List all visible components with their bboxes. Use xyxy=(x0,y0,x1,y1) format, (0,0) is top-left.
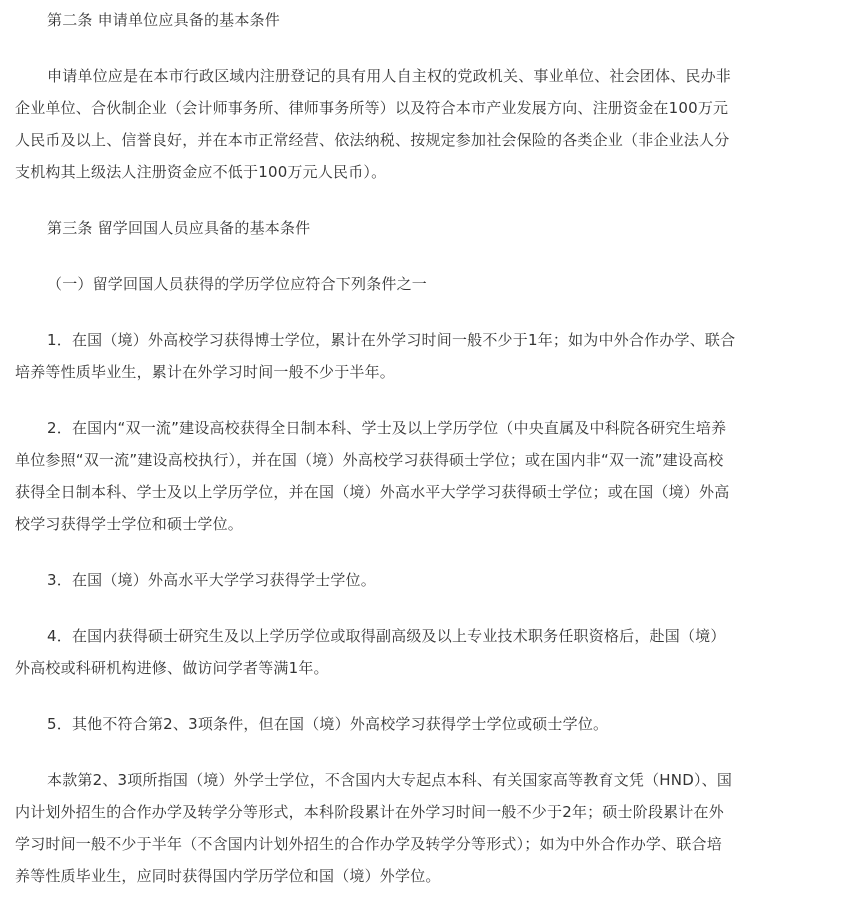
section-heading: （一）留学回国人员获得的学历学位应符合下列条件之一 xyxy=(47,275,428,293)
paragraph-gap xyxy=(15,36,862,60)
list-item: 5．其他不符合第2、3项条件，但在国（境）外高校学习获得学士学位或硕士学位。 xyxy=(47,715,609,733)
paragraph-gap xyxy=(15,388,862,412)
paragraph-gap xyxy=(15,300,862,324)
paragraph: 本款第2、3项所指国（境）外学士学位，不含国内大专起点本科、有关国家高等教育文凭（HND）、国内计划外招生的合作办学及转学分等形式，本科阶段累计在外学习时间一般不少于2年；硕士阶段累计在外学习时间一般不少于半年（不含国内计划外招生的合作办学及转学分等形式）；如为中外合作办学、联合培养等性质毕业生，应同时获得国内学历学位和国（境）外学位。 xyxy=(15,771,733,885)
paragraph-gap xyxy=(15,596,862,620)
list-item: 2．在国内“双一流”建设高校获得全日制本科、学士及以上学历学位（中央直属及中科院各研究生培养单位参照“双一流”建设高校执行），并在国（境）外高校学习获得硕士学位；或在国内非“双一流”建设高校获得全日制本科、学士及以上学历学位，并在国（境）外高水平大学学习获得硕士学位；或在国（境）外高校学习获得学士学位和硕士学位。 xyxy=(15,419,730,533)
list-item: 1．在国（境）外高校学习获得博士学位，累计在外学习时间一般不少于1年；如为中外合作办学、联合培养等性质毕业生，累计在外学习时间一般不少于半年。 xyxy=(15,331,736,381)
paragraph: 申请单位应是在本市行政区域内注册登记的具有用人自主权的党政机关、事业单位、社会团体、民办非企业单位、合伙制企业（会计师事务所、律师事务所等）以及符合本市产业发展方向、注册资金在100万元人民币及以上、信誉良好，并在本市正常经营、依法纳税、按规定参加社会保险的各类企业（非企业法人分支机构其上级法人注册资金应不低于100万元人民币）。 xyxy=(15,67,732,181)
article-heading: 第二条 申请单位应具备的基本条件 xyxy=(47,11,280,29)
paragraph-gap xyxy=(15,684,862,708)
list-item: 3．在国（境）外高水平大学学习获得学士学位。 xyxy=(47,571,376,589)
list-item: 4．在国内获得硕士研究生及以上学历学位或取得副高级及以上专业技术职务任职资格后，赴国（境）外高校或科研机构进修、做访问学者等满1年。 xyxy=(15,627,726,677)
article-heading: 第三条 留学回国人员应具备的基本条件 xyxy=(47,219,311,237)
paragraph-gap xyxy=(15,244,862,268)
paragraph-gap xyxy=(15,740,862,764)
paragraph-gap xyxy=(15,540,862,564)
paragraph-gap xyxy=(15,188,862,212)
